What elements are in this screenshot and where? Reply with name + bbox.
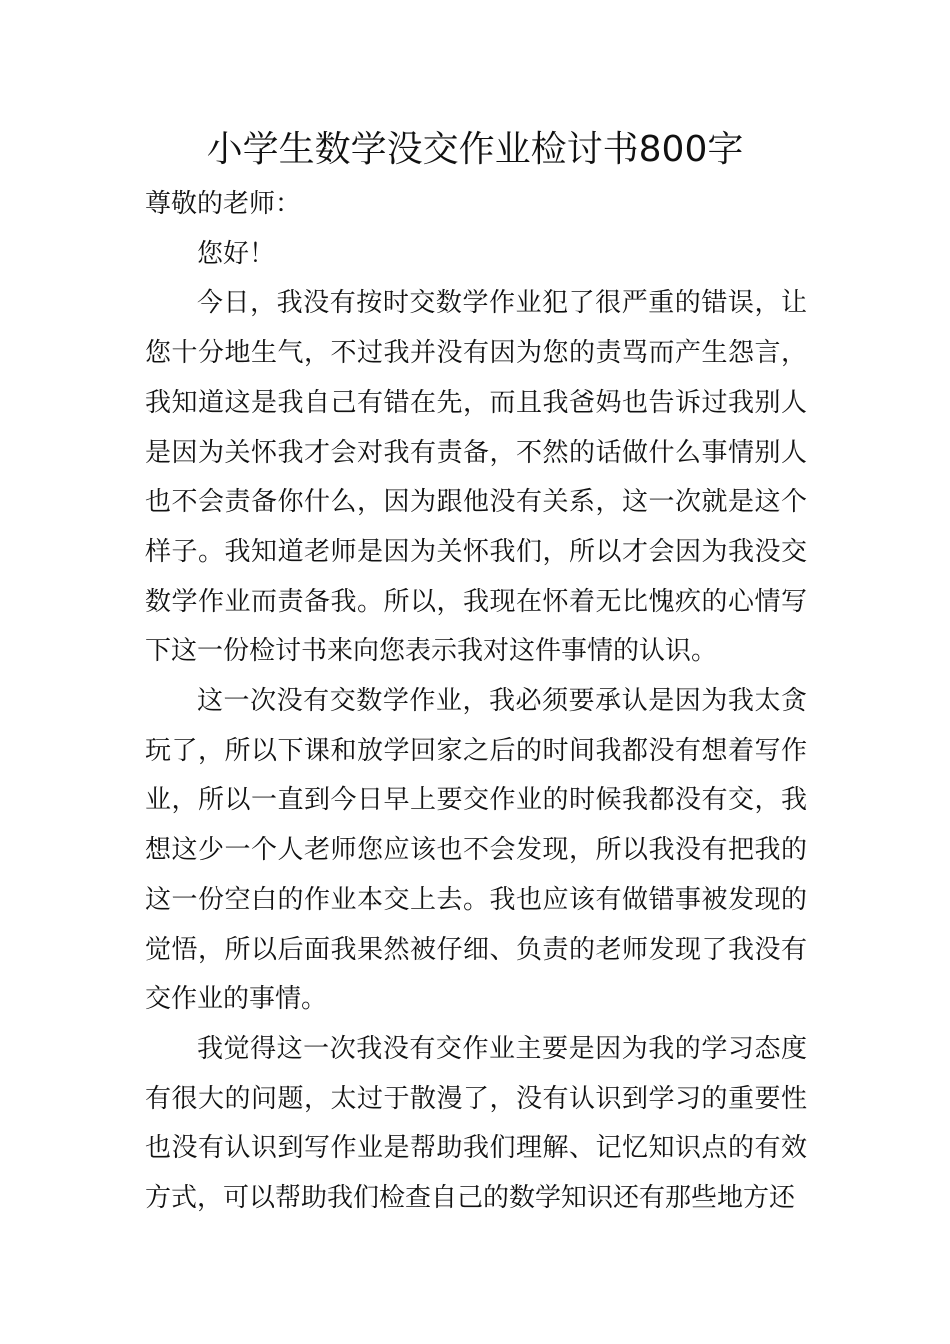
document-title: 小学生数学没交作业检讨书800字 — [206, 129, 744, 170]
paragraph-2: 这一次没有交数学作业，我必须要承认是因为我太贪玩了，所以下课和放学回家之后的时间我都没有想着写作业，所以一直到今日早上要交作业的时候我都没有交，我想这少一个人老师您应该也不会发现，所以我没有把我的这一份空白的作业本交上去。我也应该有做错事被发现的觉悟，所以后面我果然被仔细、负责的老师发现了我没有交作业的事情。 — [145, 686, 807, 1015]
paragraph-3: 我觉得这一次我没有交作业主要是因为我的学习态度有很大的问题，太过于散漫了，没有认识到学习的重要性也没有认识到写作业是帮助我们理解、记忆知识点的有效方式，可以帮助我们检查自己的数学知识还有那些地方还 — [145, 1033, 807, 1214]
greeting: 您好！ — [197, 238, 276, 269]
salutation: 尊敬的老师： — [145, 189, 302, 219]
document-body — [145, 180, 807, 1224]
paragraph-1: 今日，我没有按时交数学作业犯了很严重的错误，让您十分地生气，不过我并没有因为您的责骂而产生怨言，我知道这是我自己有错在先，而且我爸妈也告诉过我别人是因为关怀我才会对我有责备，不然的话做什么事情别人也不会责备你什么，因为跟他没有关系，这一次就是这个样子。我知道老师是因为关怀我们，所以才会因为我没交数学作业而责备我。所以，我现在怀着无比愧疚的心情写下这一份检讨书来向您表示我对这件事情的认识。 — [145, 288, 807, 667]
